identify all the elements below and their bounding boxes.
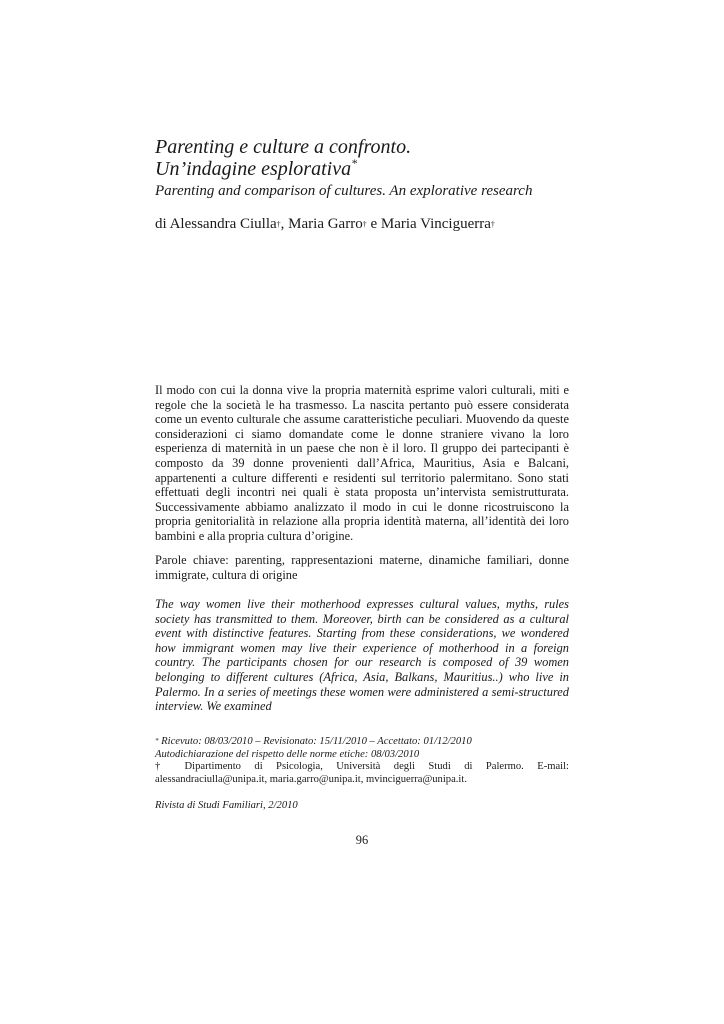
footnote-dates-text: Ricevuto: 08/03/2010 – Revisionato: 15/11/2010 – Accettato: 01/12/2010	[158, 736, 472, 747]
author-affiliation-mark-1: †	[276, 220, 281, 229]
article-page	[155, 0, 569, 1024]
author-affiliation-mark-2: †	[362, 220, 367, 229]
title-line-1: Parenting e culture a confronto.	[155, 136, 412, 158]
article-subtitle: Parenting and comparison of cultures. An explorative research	[155, 183, 533, 199]
author-separator-1: ,	[280, 216, 289, 232]
title-line-2-text: Un’indagine esplorativa	[155, 158, 352, 180]
keywords-italian: Parole chiave: parenting, rappresentazioni materne, dinamiche familiari, donne immigrate, cultura di origine	[155, 553, 569, 582]
author-affiliation-mark-3: †	[490, 220, 495, 229]
author-name-2: Maria Garro	[288, 216, 363, 232]
journal-citation: Rivista di Studi Familiari, 2/2010	[155, 800, 298, 811]
footnote-star-mark: *	[155, 737, 159, 745]
footnote-dates	[155, 736, 569, 749]
footnote-affiliation: † Dipartimento di Psicologia, Università degli Studi di Palermo. E-mail: alessandraciulla@unipa.it, maria.garro@unipa.it, mvinciguerra@unipa.it.	[155, 761, 569, 785]
footnotes	[155, 736, 569, 786]
title-line-2	[155, 158, 575, 180]
abstract-english: The way women live their motherhood expresses cultural values, myths, rules society has transmitted to them. Moreover, birth can be considered as a cultural event with distinctive features. Starting from these considerations, we wondered how immigrant women may live their experience of motherhood in a foreign country. The participants chosen for our research is composed of 39 women belonging to different cultures (Africa, Asia, Balkans, Mauritius..) who live in Palermo. In a series of meetings these women were administered a semi-structured interview. We examined	[155, 597, 569, 714]
author-line	[155, 215, 495, 235]
article-title	[155, 136, 575, 180]
author-prefix: di	[155, 216, 170, 232]
page-number: 96	[355, 833, 369, 847]
author-name-3: Maria Vinciguerra	[380, 216, 491, 232]
footnote-ethics: Autodichiarazione del rispetto delle norme etiche: 08/03/2010	[155, 748, 420, 760]
author-separator-2: e	[366, 216, 381, 232]
title-footnote-mark: *	[351, 156, 358, 170]
author-name-1: Alessandra Ciulla	[169, 216, 277, 232]
abstract-italian: Il modo con cui la donna vive la propria maternità esprime valori culturali, miti e regole che la società le ha trasmesso. La nascita pertanto può essere considerata come un evento culturale che assume caratteristiche peculiari. Muovendo da queste considerazioni ci siamo domandate come le donne straniere vivano la loro esperienza di maternità in un paese che non è il loro. Il gruppo dei partecipanti è composto da 39 donne provenienti dall’Africa, Mauritius, Asia e Balcani, appartenenti a culture differenti e residenti sul territorio palermitano. Sono stati effettuati degli incontri nei quali è stata proposta un’intervista semistrutturata. Successivamente abbiamo analizzato il modo in cui le donne ricostruiscono la propria genitorialità in relazione alla propria identità materna, all’identità dei loro bambini e alla propria cultura d’origine.	[155, 383, 569, 543]
